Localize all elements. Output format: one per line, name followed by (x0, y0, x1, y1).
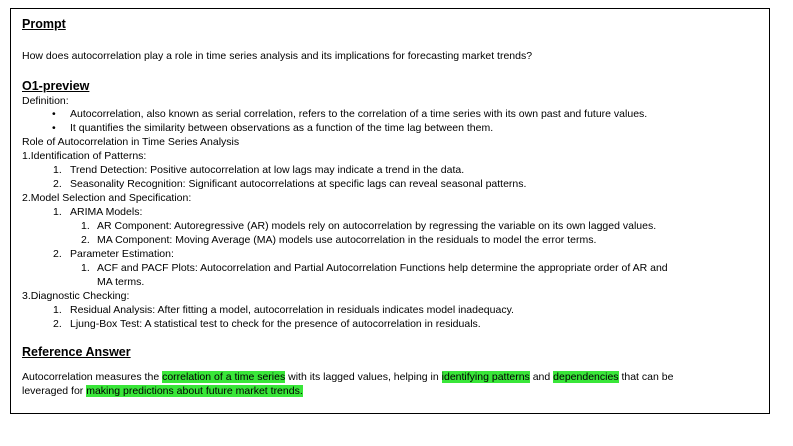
list-number: 2. (81, 234, 90, 246)
section-3-item-1: Residual Analysis: After fitting a model, autocorrelation in residuals indicates model inadequacy. (70, 304, 514, 316)
response-heading: O1-preview (22, 79, 90, 93)
bullet-marker: • (52, 122, 56, 134)
section-1-item-1: Trend Detection: Positive autocorrelation at low lags may indicate a trend in the data. (70, 164, 465, 176)
reference-text: leveraged for (22, 385, 87, 397)
definition-bullet-2: It quantifies the similarity between observations as a function of the time lag between them. (70, 122, 494, 134)
list-number: 1. (53, 164, 62, 176)
reference-heading: Reference Answer (22, 345, 131, 359)
section-2-title: 2.Model Selection and Specification: (22, 192, 192, 204)
arima-label: ARIMA Models: (70, 206, 143, 218)
role-title: Role of Autocorrelation in Time Series Analysis (22, 136, 240, 148)
list-number: 2. (53, 248, 62, 260)
parameter-sub-item-line-2: MA terms. (97, 276, 145, 288)
highlighted-phrase: identifying patterns (441, 371, 530, 383)
section-3-item-2: Ljung-Box Test: A statistical test to check for the presence of autocorrelation in residuals. (70, 318, 481, 330)
arima-sub-item-1: AR Component: Autoregressive (AR) models rely on autocorrelation by regressing the variable on its own lagged values. (97, 220, 657, 232)
arima-sub-item-2: MA Component: Moving Average (MA) models use autocorrelation in the residuals to model the error terms. (97, 234, 597, 246)
list-number: 1. (53, 304, 62, 316)
definition-label: Definition: (22, 95, 69, 107)
highlighted-phrase: correlation of a time series (162, 371, 286, 383)
reference-text: Autocorrelation measures the (22, 371, 163, 383)
parameter-label: Parameter Estimation: (70, 248, 174, 260)
section-1-item-2: Seasonality Recognition: Significant autocorrelations at specific lags can reveal seasonal patterns. (70, 178, 527, 190)
section-1-title: 1.Identification of Patterns: (22, 150, 147, 162)
list-number: 1. (53, 206, 62, 218)
prompt-question: How does autocorrelation play a role in time series analysis and its implications for forecasting market trends? (22, 50, 533, 62)
highlighted-phrase: making predictions about future market trends. (86, 385, 303, 397)
list-number: 1. (81, 220, 90, 232)
reference-text: that can be (618, 371, 674, 383)
bullet-marker: • (52, 108, 56, 120)
list-number: 1. (81, 262, 90, 274)
highlighted-phrase: dependencies (553, 371, 619, 383)
definition-bullet-1: Autocorrelation, also known as serial correlation, refers to the correlation of a time series with its own past and future values. (70, 108, 648, 120)
list-number: 2. (53, 178, 62, 190)
section-3-title: 3.Diagnostic Checking: (22, 290, 130, 302)
reference-text: with its lagged values, helping in (285, 371, 442, 383)
reference-line-2 (22, 385, 303, 397)
reference-text: and (529, 371, 554, 383)
list-number: 2. (53, 318, 62, 330)
prompt-heading: Prompt (22, 17, 66, 31)
parameter-sub-item-line-1: ACF and PACF Plots: Autocorrelation and Partial Autocorrelation Functions help determine the appropriate order of AR and (97, 262, 668, 274)
reference-line-1 (22, 371, 673, 383)
